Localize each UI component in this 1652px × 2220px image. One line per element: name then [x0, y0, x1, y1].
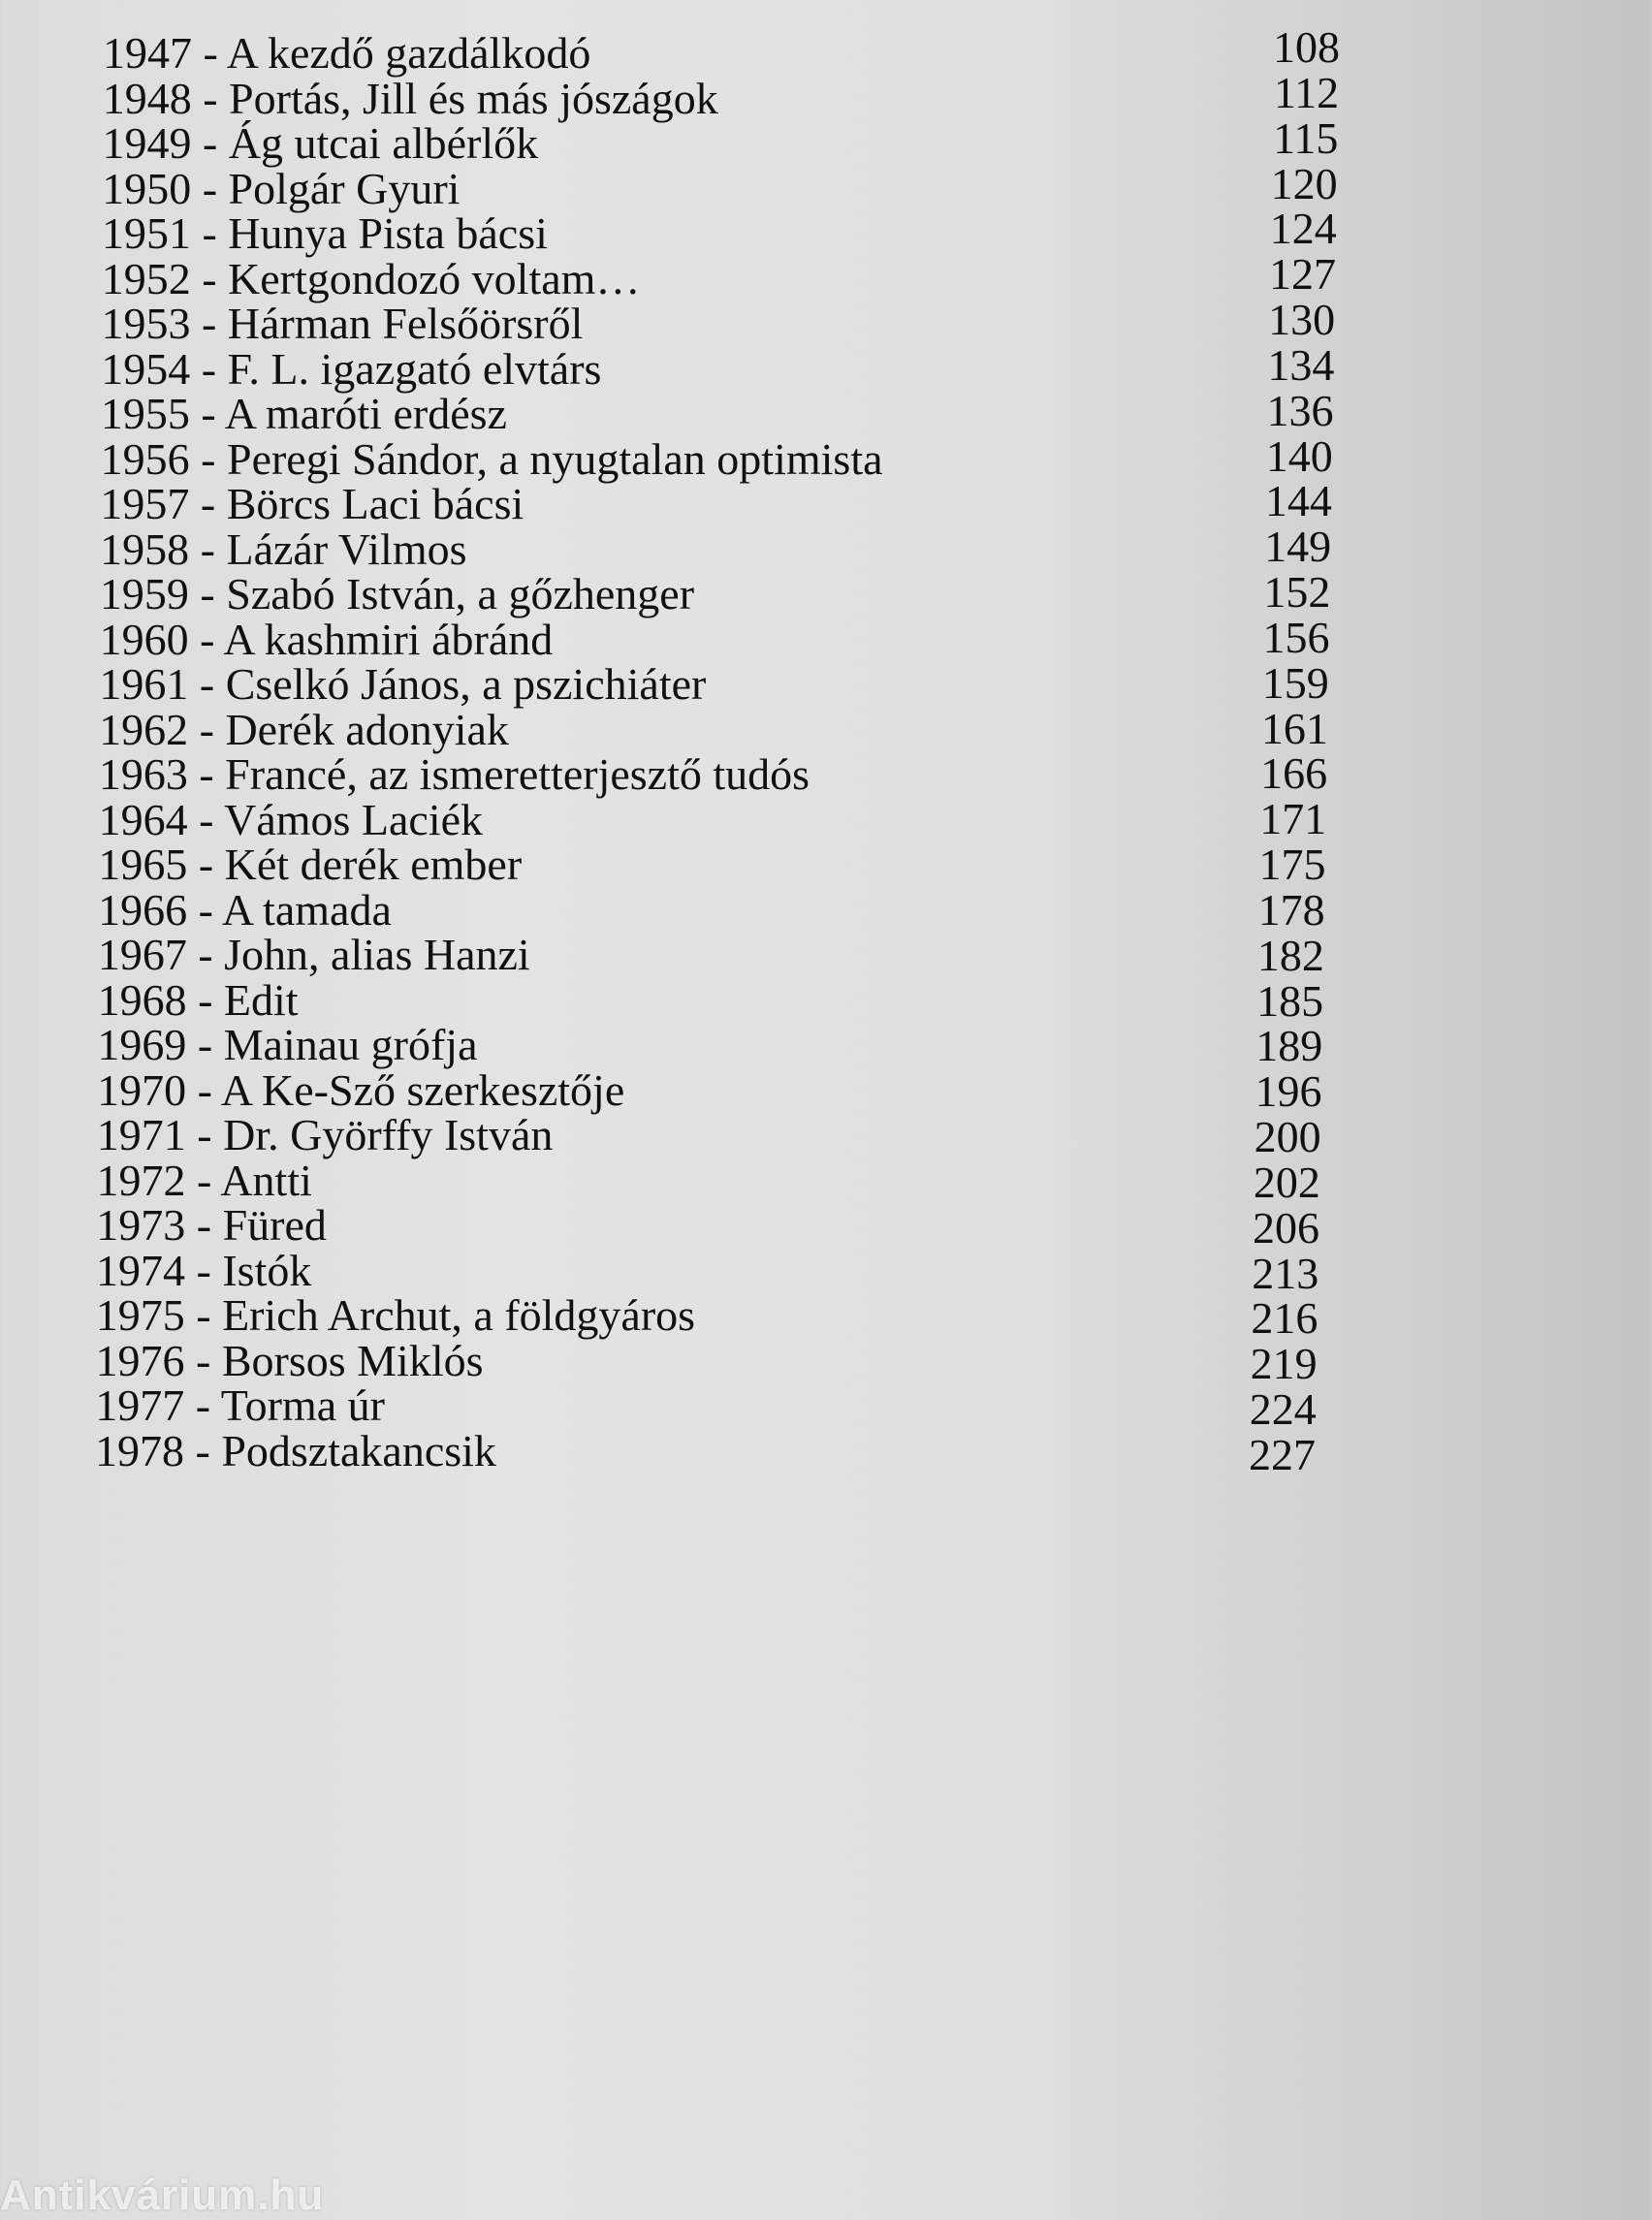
- toc-entry-page-number: 178: [1257, 884, 1325, 935]
- toc-entry-page-number: 202: [1253, 1157, 1320, 1207]
- toc-entry-title: 1970 - A Ke-Sző szerkesztője: [97, 1064, 625, 1115]
- toc-entry-page-number: 124: [1269, 204, 1337, 254]
- toc-entry-title: 1961 - Cselkó János, a pszichiáter: [99, 659, 707, 710]
- toc-entry-title: 1972 - Antti: [96, 1155, 312, 1205]
- toc-entry-page-number: 171: [1259, 794, 1327, 844]
- toc-entry-title: 1969 - Mainau grófja: [97, 1020, 478, 1070]
- toc-entry-title: 1964 - Vámos Laciék: [98, 794, 484, 844]
- toc-entry-title: 1962 - Derék adonyiak: [99, 704, 509, 754]
- toc-entry-page-number: 112: [1273, 67, 1340, 117]
- toc-entry-title: 1977 - Torma úr: [95, 1380, 385, 1431]
- toc-entry-title: 1950 - Polgár Gyuri: [102, 163, 461, 213]
- toc-entry-page-number: 213: [1252, 1248, 1319, 1298]
- toc-entry-title: 1978 - Podsztakancsik: [95, 1426, 496, 1475]
- toc-entry-page-number: 140: [1265, 430, 1333, 481]
- toc-entry-page-number: 227: [1249, 1430, 1316, 1479]
- toc-entry-page-number: 127: [1268, 249, 1336, 300]
- toc-entry-title: 1975 - Erich Archut, a földgyáros: [95, 1290, 696, 1341]
- toc-entry-title: 1948 - Portás, Jill és más jószágok: [102, 73, 718, 123]
- toc-entry-page-number: 185: [1256, 975, 1324, 1026]
- watermark-logo: Antikvárium.hu: [0, 2172, 325, 2219]
- toc-entry-title: 1974 - Istók: [96, 1245, 312, 1295]
- toc-entry-page-number: 120: [1270, 158, 1338, 208]
- toc-entry-page-number: 206: [1253, 1202, 1320, 1253]
- toc-entry-page-number: 108: [1273, 22, 1340, 72]
- toc-entry-page-number: 175: [1258, 840, 1326, 890]
- toc-entry-page-number: 115: [1273, 112, 1339, 163]
- toc-entry-page-number: 166: [1260, 748, 1328, 799]
- toc-entry-page-number: 200: [1254, 1112, 1321, 1162]
- toc-entry-title: 1957 - Börcs Laci bácsi: [100, 479, 524, 529]
- toc-entry-title: 1967 - John, alias Hanzi: [97, 930, 530, 980]
- toc-entry-title: 1949 - Ág utcai albérlők: [102, 118, 539, 169]
- toc-entry-page-number: 144: [1264, 476, 1332, 526]
- toc-entry-page-number: 182: [1256, 930, 1324, 980]
- toc-entry-page-number: 189: [1255, 1021, 1323, 1071]
- toc-entry-page-number: 219: [1250, 1339, 1318, 1389]
- toc-entry-title: 1958 - Lázár Vilmos: [100, 523, 467, 574]
- toc-entry-page-number: 152: [1263, 567, 1331, 618]
- toc-entry-title: 1951 - Hunya Pista bácsi: [101, 208, 548, 259]
- toc-entry-title: 1952 - Kertgondozó voltam…: [101, 253, 641, 303]
- toc-entry-title: 1971 - Dr. Györffy István: [96, 1110, 554, 1160]
- toc-entry-page-number: 130: [1268, 295, 1336, 345]
- toc-entry-title: 1955 - A maróti erdész: [100, 389, 507, 439]
- toc-entry-page-number: 134: [1267, 339, 1335, 390]
- toc-entry-title: 1973 - Füred: [96, 1200, 327, 1251]
- toc-entry-page-number: 216: [1251, 1293, 1318, 1344]
- toc-entry-title: 1965 - Két derék ember: [98, 840, 523, 890]
- toc-entry-title: 1947 - A kezdő gazdálkodó: [103, 28, 591, 78]
- toc-entry-page-number: 149: [1264, 522, 1332, 572]
- toc-entry-title: 1954 - F. L. igazgató elvtárs: [101, 343, 602, 394]
- toc-entry-title: 1953 - Hárman Felsőörsről: [101, 299, 584, 349]
- toc-entry-page-number: 224: [1249, 1384, 1317, 1435]
- toc-entry-page-number: 161: [1260, 703, 1328, 753]
- toc-entry-page-number: 159: [1261, 657, 1329, 708]
- toc-entry-page-number: 136: [1266, 385, 1334, 435]
- toc-entry-title: 1960 - A kashmiri ábránd: [99, 614, 554, 664]
- toc-entry-title: 1959 - Szabó István, a gőzhenger: [99, 569, 695, 619]
- toc-entry-title: 1976 - Borsos Miklós: [95, 1335, 484, 1385]
- toc-entry-page-number: 156: [1262, 612, 1330, 662]
- toc-entry-title: 1968 - Edit: [97, 974, 299, 1025]
- toc-entry-title: 1956 - Peregi Sándor, a nyugtalan optimista: [100, 433, 883, 484]
- toc-entry-title: 1963 - Francé, az ismeretterjesztő tudós: [98, 749, 810, 800]
- toc-entry-page-number: 196: [1255, 1066, 1322, 1117]
- toc-entry: [0, 1425, 1652, 1483]
- toc-entry-title: 1966 - A tamada: [98, 884, 392, 935]
